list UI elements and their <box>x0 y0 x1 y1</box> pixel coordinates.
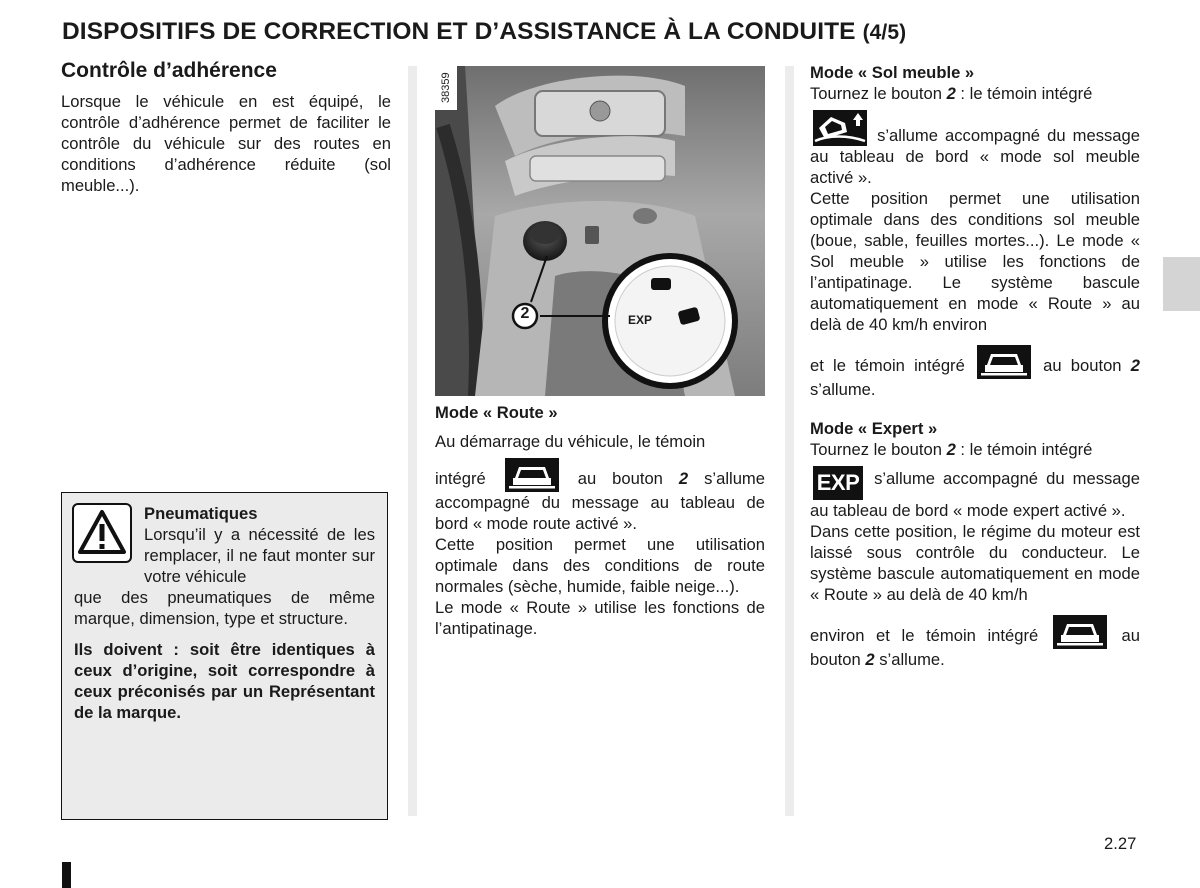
route-mode-icon <box>505 458 559 492</box>
paragraph: environ et le témoin intégré au bouton 2 s’allume. <box>810 615 1140 670</box>
console-photo <box>435 66 765 396</box>
page-title <box>62 18 1162 46</box>
section-tab <box>1163 257 1200 311</box>
paragraph: et le témoin intégré au bouton 2 s’allume. <box>810 345 1140 400</box>
column-right <box>810 62 1140 670</box>
paragraph: Cette position permet une utilisation optimale dans des conditions de route normales (sèche, humide, faible neige...). <box>435 535 765 596</box>
paragraph: s’allume accompagné du message au tableau de bord « mode sol meuble activé ». <box>810 110 1140 188</box>
page-number: 2.27 <box>1104 834 1137 853</box>
warning-text-rest: que des pneumatiques de même marque, dimension, type et structure. <box>74 588 375 628</box>
photo-reference: 38359 <box>435 66 457 110</box>
exp-label: EXP <box>628 313 653 327</box>
paragraph: intégré au bouton 2 s’allume accompagné du message au tableau de bord « mode route activé ». <box>435 458 765 534</box>
column-middle <box>435 402 765 639</box>
corner-mark <box>62 862 71 888</box>
paragraph: Le mode « Route » utilise les fonctions de l’antipatinage. <box>435 598 765 638</box>
paragraph: Tournez le bouton 2 : le témoin intégré <box>810 440 1093 459</box>
warning-triangle-icon <box>72 503 132 563</box>
route-mode-icon <box>1053 615 1107 649</box>
paragraph: EXP s’allume accompagné du message au tableau de bord « mode expert activé ». <box>810 466 1140 521</box>
mode-route-heading: Mode « Route » <box>435 403 558 422</box>
warning-text-top: Lorsqu’il y a nécessité de les remplacer, il ne faut monter sur votre véhicule <box>144 525 375 586</box>
paragraph: Tournez le bouton 2 : le témoin intégré <box>810 84 1093 103</box>
warning-title: Pneumatiques <box>144 504 258 523</box>
page-title-part: (4/5) <box>862 21 907 44</box>
paragraph: Au démarrage du véhicule, le témoin <box>435 432 706 451</box>
expert-mode-icon: EXP <box>813 466 863 500</box>
column-left <box>61 60 391 196</box>
section-heading: Contrôle d’adhérence <box>61 59 277 82</box>
callout-number: 2 <box>520 305 530 322</box>
route-mode-icon <box>977 345 1031 379</box>
paragraph: Cette position permet une utilisation optimale dans des conditions sol meuble (boue, sable, feuilles mortes...). Le mode « Sol meuble » utilise les fonctions de l’antipatinage. Le système bascule automatiquement en mode « Route » au delà de 40 km/h environ <box>810 189 1140 334</box>
paragraph: Dans cette position, le régime du moteur est laissé sous contrôle du conducteur. Le système bascule automatiquement en mode « Route » au delà de 40 km/h <box>810 522 1140 604</box>
column-divider <box>785 66 794 816</box>
sol-meuble-icon <box>813 110 867 146</box>
column-divider <box>408 66 417 816</box>
mode-sol-heading: Mode « Sol meuble » <box>810 63 975 82</box>
warning-bold-text: Ils doivent : soit être identiques à ceux d’origine, soit correspondre à ceux préconisés par un Représentant de la marque. <box>74 640 375 722</box>
mode-expert-heading: Mode « Expert » <box>810 419 938 438</box>
page-title-text: DISPOSITIFS DE CORRECTION ET D’ASSISTANCE À LA CONDUITE <box>62 18 856 45</box>
section-paragraph: Lorsque le véhicule en est équipé, le contrôle d’adhérence permet de faciliter le contrôle du véhicule sur des routes en conditions d’adhérence réduite (sol meuble...). <box>61 92 391 195</box>
warning-box <box>61 492 388 820</box>
